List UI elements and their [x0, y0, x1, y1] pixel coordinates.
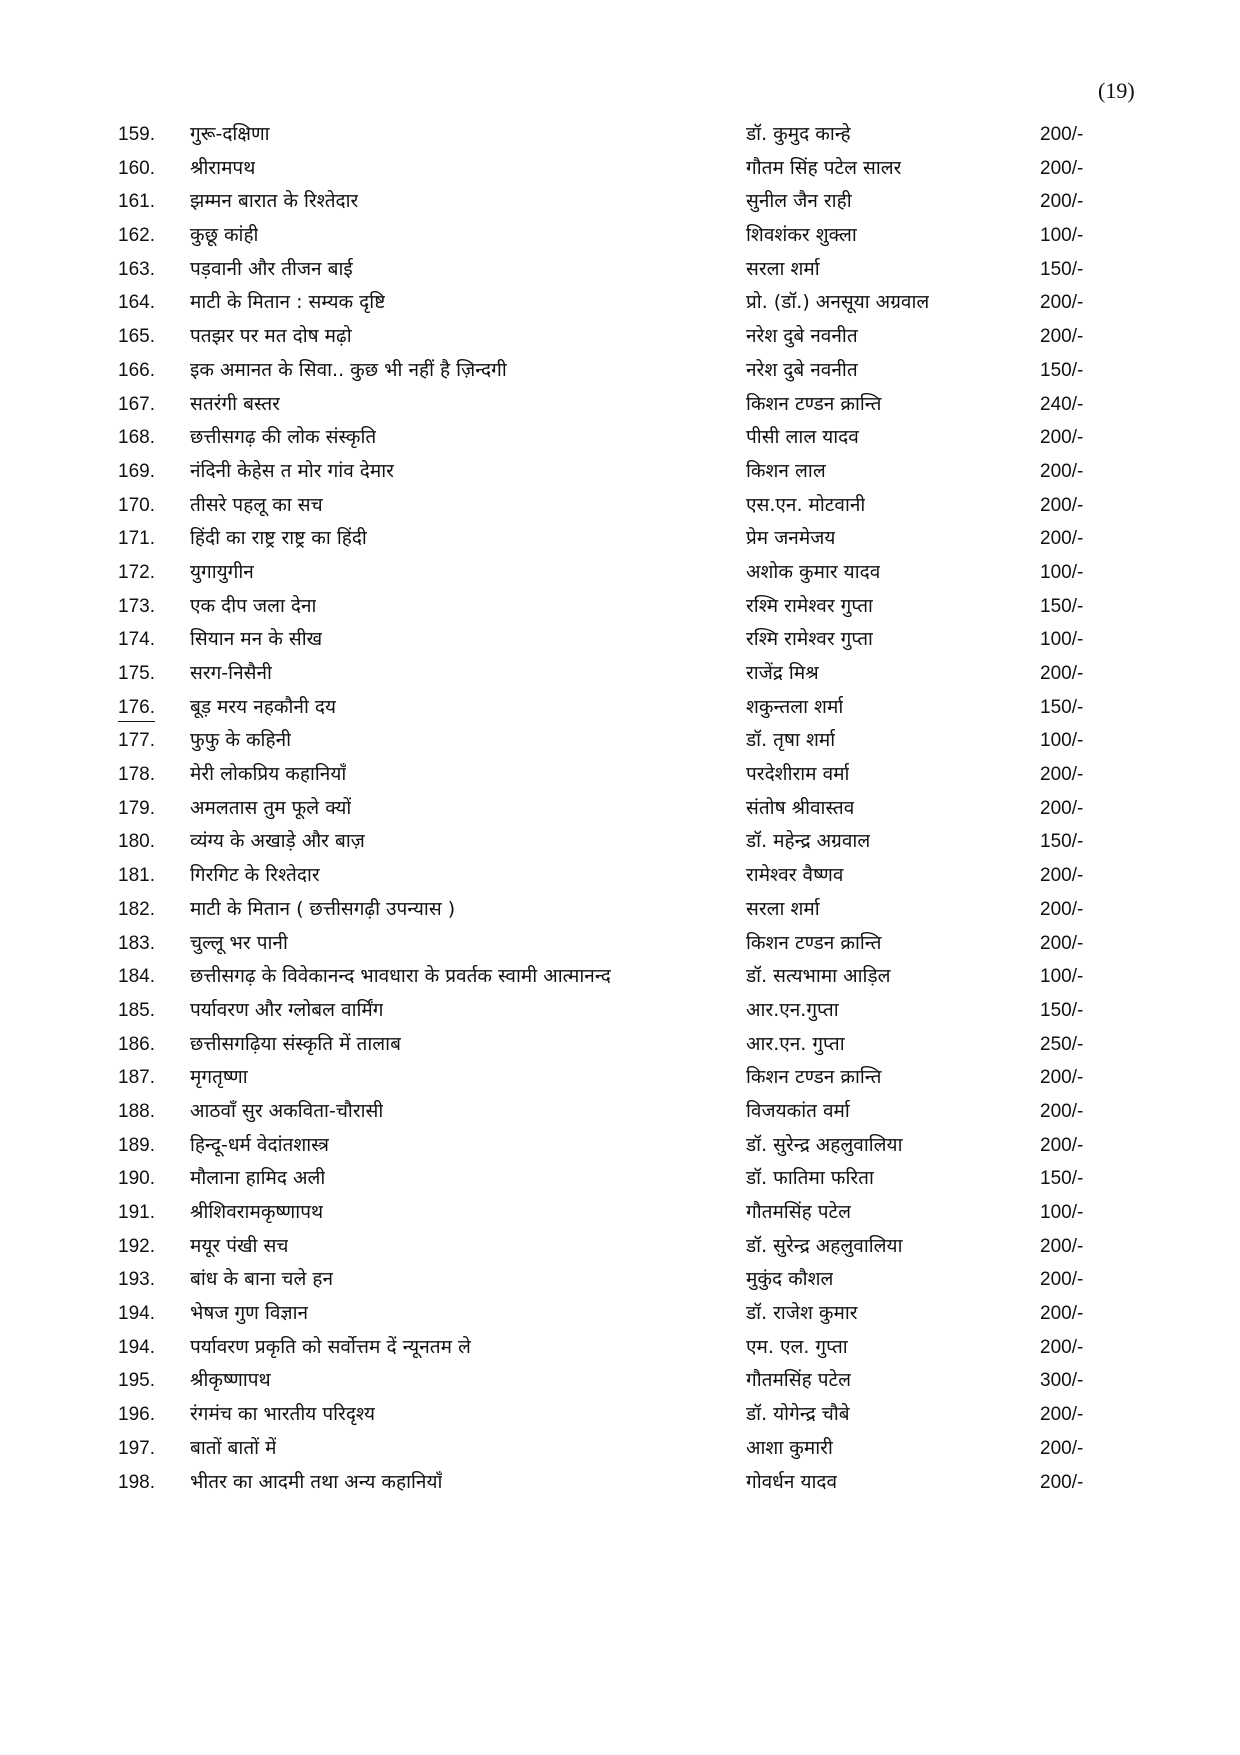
list-item: [0, 1432, 1240, 1466]
book-author: शिवशंकर शुक्ला: [746, 224, 857, 247]
entry-number: 161.: [118, 191, 155, 213]
entry-number: 185.: [118, 999, 155, 1021]
book-title: सतरंगी बस्तर: [190, 392, 280, 415]
entry-number: 190.: [118, 1168, 155, 1190]
book-title: अमलतास तुम फूले क्यों: [190, 796, 352, 819]
book-list: [0, 118, 1240, 1499]
book-price: 200/-: [1040, 326, 1084, 348]
book-author: डॉ. सत्यभामा आड़िल: [746, 965, 891, 988]
entry-number: 186.: [118, 1033, 155, 1055]
book-title: पतझर पर मत दोष मढ़ो: [190, 325, 352, 348]
book-title: माटी के मितान ( छत्तीसगढ़ी उपन्यास ): [190, 897, 456, 920]
list-item: [0, 1398, 1240, 1432]
book-title: श्रीशिवरामकृष्णापथ: [190, 1201, 324, 1223]
list-item: [0, 152, 1240, 186]
book-price: 200/-: [1040, 865, 1084, 887]
book-title: झम्मन बारात के रिश्तेदार: [190, 190, 359, 213]
entry-number: 177.: [118, 730, 155, 752]
list-item: [0, 859, 1240, 893]
book-title: मयूर पंखी सच: [190, 1234, 289, 1257]
list-item: [0, 792, 1240, 826]
book-price: 200/-: [1040, 764, 1084, 786]
entry-number: 160.: [118, 157, 155, 179]
book-price: 150/-: [1040, 999, 1084, 1021]
entry-number: 194.: [118, 1303, 155, 1325]
entry-number: 164.: [118, 292, 155, 314]
list-item: [0, 994, 1240, 1028]
book-price: 300/-: [1040, 1370, 1084, 1392]
entry-number: 194.: [118, 1336, 155, 1358]
book-title: आठवाँ सुर अकविता-चौरासी: [190, 1099, 384, 1122]
book-title: चुल्लू भर पानी: [190, 931, 288, 954]
book-title: बातों बातों में: [190, 1436, 277, 1459]
list-item: [0, 1095, 1240, 1129]
book-title: युगायुगीन: [190, 560, 254, 583]
book-price: 200/-: [1040, 494, 1084, 516]
entry-number: 163.: [118, 258, 155, 280]
book-price: 200/-: [1040, 1336, 1084, 1358]
entry-number: 195.: [118, 1370, 155, 1392]
list-item: [0, 724, 1240, 758]
entry-number: 198.: [118, 1471, 155, 1493]
book-title: मृगतृष्णा: [190, 1066, 248, 1089]
book-price: 100/-: [1040, 730, 1084, 752]
book-title: रंगमंच का भारतीय परिदृश्य: [190, 1403, 376, 1426]
book-title: बूड़ मरय नहकौनी दय: [190, 695, 337, 718]
book-price: 100/-: [1040, 1202, 1084, 1223]
book-author: संतोष श्रीवास्तव: [746, 796, 855, 819]
book-title: छत्तीसगढ़िया संस्कृति में तालाब: [190, 1032, 401, 1055]
book-title: फुफु के कहिनी: [190, 729, 292, 752]
book-title: माटी के मितान : सम्यक दृष्टि: [190, 291, 386, 314]
entry-number: 183.: [118, 932, 155, 954]
book-price: 200/-: [1040, 124, 1084, 145]
book-title: गिरगिट के रिश्तेदार: [190, 864, 320, 887]
book-title: हिंदी का राष्ट्र राष्ट्र का हिंदी: [190, 527, 367, 550]
book-price: 200/-: [1040, 1404, 1084, 1426]
book-author: सुनील जैन राही: [746, 190, 852, 213]
book-price: 100/-: [1040, 629, 1084, 651]
book-author: गौतमसिंह पटेल: [746, 1369, 851, 1392]
book-author: अशोक कुमार यादव: [746, 560, 881, 583]
book-author: प्रो. (डॉ.) अनसूया अग्रवाल: [746, 291, 930, 314]
entry-number: 196.: [118, 1404, 155, 1426]
book-title: मौलाना हामिद अली: [190, 1167, 326, 1190]
book-price: 150/-: [1040, 595, 1084, 617]
book-author: राजेंद्र मिश्र: [746, 662, 819, 684]
list-item: [0, 118, 1240, 152]
book-title: गुरू-दक्षिणा: [190, 123, 270, 145]
book-title: व्यंग्य के अखाड़े और बाज़: [190, 830, 365, 853]
book-author: एम. एल. गुप्ता: [746, 1335, 848, 1358]
entry-number: 193.: [118, 1269, 155, 1291]
list-item: [0, 590, 1240, 624]
entry-number: 159.: [118, 124, 155, 145]
book-author: रामेश्वर वैष्णव: [746, 864, 844, 887]
list-item: [0, 1028, 1240, 1062]
list-item: [0, 1331, 1240, 1365]
entry-number: 176.: [118, 696, 155, 718]
entry-number: 184.: [118, 966, 155, 988]
book-author: परदेशीराम वर्मा: [746, 763, 850, 786]
list-item: [0, 219, 1240, 253]
book-title: बांध के बाना चले हन: [190, 1268, 334, 1291]
book-price: 150/-: [1040, 1168, 1084, 1190]
book-author: मुकुंद कौशल: [746, 1268, 834, 1291]
book-author: डॉ. सुरेन्द्र अहलुवालिया: [746, 1133, 903, 1156]
list-item: [0, 1162, 1240, 1196]
entry-number: 188.: [118, 1100, 155, 1122]
entry-number: 175.: [118, 663, 155, 684]
book-author: गौतमसिंह पटेल: [746, 1201, 851, 1223]
book-title: श्रीकृष्णापथ: [190, 1369, 271, 1392]
book-author: रश्मि रामेश्वर गुप्ता: [746, 628, 873, 651]
book-author: पीसी लाल यादव: [746, 426, 859, 449]
book-price: 100/-: [1040, 225, 1084, 247]
entry-number: 174.: [118, 629, 155, 651]
list-item: [0, 927, 1240, 961]
book-author: गोवर्धन यादव: [746, 1470, 838, 1493]
book-price: 250/-: [1040, 1033, 1084, 1055]
list-item: [0, 825, 1240, 859]
book-price: 200/-: [1040, 292, 1084, 314]
book-author: डॉ. राजेश कुमार: [746, 1302, 858, 1325]
entry-number: 182.: [118, 898, 155, 920]
book-author: डॉ. सुरेन्द्र अहलुवालिया: [746, 1234, 903, 1257]
book-price: 150/-: [1040, 831, 1084, 853]
book-author: सरला शर्मा: [746, 257, 820, 280]
book-title: छत्तीसगढ़ के विवेकानन्द भावधारा के प्रवर्तक स्वामी आत्मानन्द: [190, 965, 611, 988]
list-item: [0, 489, 1240, 523]
entry-number: 166.: [118, 359, 155, 381]
book-title: श्रीरामपथ: [190, 156, 256, 179]
entry-number: 178.: [118, 764, 155, 786]
book-author: एस.एन. मोटवानी: [746, 493, 866, 516]
book-author: डॉ. तृषा शर्मा: [746, 729, 836, 752]
list-item: [0, 758, 1240, 792]
book-price: 200/-: [1040, 932, 1084, 954]
book-author: विजयकांत वर्मा: [746, 1099, 850, 1122]
book-price: 200/-: [1040, 460, 1084, 482]
entry-number: 168.: [118, 427, 155, 449]
book-title: हिन्दू-धर्म वेदांतशास्त्र: [190, 1133, 330, 1156]
list-item: [0, 388, 1240, 422]
book-title: पर्यावरण प्रकृति को सर्वोत्तम दें न्यूनतम ले: [190, 1335, 471, 1358]
book-author: आर.एन. गुप्ता: [746, 1032, 845, 1055]
list-item: [0, 1297, 1240, 1331]
entry-number: 172.: [118, 561, 155, 583]
book-price: 150/-: [1040, 359, 1084, 381]
list-item: [0, 1129, 1240, 1163]
book-price: 200/-: [1040, 1269, 1084, 1291]
entry-number: 187.: [118, 1067, 155, 1089]
list-item: [0, 1466, 1240, 1500]
list-item: [0, 556, 1240, 590]
book-author: डॉ. फातिमा फरिता: [746, 1167, 874, 1190]
book-author: डॉ. महेन्द्र अग्रवाल: [746, 830, 871, 853]
entry-number: 171.: [118, 528, 155, 550]
book-title: सियान मन के सीख: [190, 628, 323, 651]
list-item: [0, 1230, 1240, 1264]
book-title: भीतर का आदमी तथा अन्य कहानियाँ: [190, 1470, 443, 1493]
entry-number: 162.: [118, 225, 155, 247]
list-item: [0, 960, 1240, 994]
entry-number: 197.: [118, 1437, 155, 1459]
book-title: कुछू कांही: [190, 224, 259, 247]
book-author: किशन टण्डन क्रान्ति: [746, 1066, 882, 1089]
book-author: आशा कुमारी: [746, 1436, 833, 1459]
book-title: पड़वानी और तीजन बाई: [190, 257, 353, 280]
list-item: [0, 354, 1240, 388]
page-number: (19): [1098, 78, 1135, 103]
book-title: तीसरे पहलू का सच: [190, 493, 323, 516]
book-price: 240/-: [1040, 393, 1084, 415]
book-price: 200/-: [1040, 1235, 1084, 1257]
entry-number: 181.: [118, 865, 155, 887]
book-title: इक अमानत के सिवा.. कुछ भी नहीं है ज़िन्दगी: [190, 358, 507, 381]
book-price: 200/-: [1040, 1100, 1084, 1122]
book-price: 200/-: [1040, 1437, 1084, 1459]
entry-number: 167.: [118, 393, 155, 415]
book-price: 150/-: [1040, 696, 1084, 718]
book-price: 200/-: [1040, 528, 1084, 550]
book-author: डॉ. योगेन्द्र चौबे: [746, 1403, 850, 1426]
book-author: किशन लाल: [746, 459, 826, 482]
entry-number: 173.: [118, 595, 155, 617]
book-author: किशन टण्डन क्रान्ति: [746, 392, 882, 415]
list-item: [0, 1061, 1240, 1095]
book-author: गौतम सिंह पटेल सालर: [746, 156, 902, 179]
book-title: छत्तीसगढ़ की लोक संस्कृति: [190, 426, 377, 449]
list-item: [0, 893, 1240, 927]
list-item: [0, 1263, 1240, 1297]
book-author: प्रेम जनमेजय: [746, 527, 836, 550]
book-author: रश्मि रामेश्वर गुप्ता: [746, 594, 873, 617]
entry-number: 170.: [118, 494, 155, 516]
entry-number: 192.: [118, 1235, 155, 1257]
book-title: एक दीप जला देना: [190, 594, 317, 617]
book-author: डॉ. कुमुद कान्हे: [746, 123, 851, 145]
list-item: [0, 421, 1240, 455]
list-item: [0, 623, 1240, 657]
list-item: [0, 320, 1240, 354]
list-item: [0, 185, 1240, 219]
entry-number: 189.: [118, 1134, 155, 1156]
book-price: 200/-: [1040, 1134, 1084, 1156]
entry-number: 169.: [118, 460, 155, 482]
book-title: पर्यावरण और ग्लोबल वार्मिंग: [190, 998, 384, 1021]
book-price: 200/-: [1040, 1067, 1084, 1089]
entry-number: 165.: [118, 326, 155, 348]
book-price: 200/-: [1040, 663, 1084, 684]
list-item: [0, 1364, 1240, 1398]
book-price: 200/-: [1040, 157, 1084, 179]
book-title: मेरी लोकप्रिय कहानियाँ: [190, 763, 347, 786]
entry-number: 191.: [118, 1202, 155, 1223]
book-author: नरेश दुबे नवनीत: [746, 358, 858, 381]
book-author: शकुन्तला शर्मा: [746, 695, 844, 718]
book-title: नंदिनी केहेस त मोर गांव देमार: [190, 459, 394, 482]
list-item: [0, 253, 1240, 287]
book-author: नरेश दुबे नवनीत: [746, 325, 858, 348]
entry-number: 180.: [118, 831, 155, 853]
book-author: आर.एन.गुप्ता: [746, 998, 839, 1021]
list-item: [0, 657, 1240, 691]
list-item: [0, 691, 1240, 725]
list-item: [0, 455, 1240, 489]
book-price: 200/-: [1040, 1471, 1084, 1493]
book-author: किशन टण्डन क्रान्ति: [746, 931, 882, 954]
book-author: सरला शर्मा: [746, 897, 820, 920]
list-item: [0, 286, 1240, 320]
book-price: 200/-: [1040, 898, 1084, 920]
book-price: 200/-: [1040, 1303, 1084, 1325]
book-price: 200/-: [1040, 797, 1084, 819]
book-price: 100/-: [1040, 966, 1084, 988]
book-price: 200/-: [1040, 427, 1084, 449]
book-title: सरग-निसैनी: [190, 662, 272, 684]
list-item: [0, 522, 1240, 556]
entry-number: 179.: [118, 797, 155, 819]
book-price: 150/-: [1040, 258, 1084, 280]
book-price: 100/-: [1040, 561, 1084, 583]
list-item: [0, 1196, 1240, 1230]
book-price: 200/-: [1040, 191, 1084, 213]
book-title: भेषज गुण विज्ञान: [190, 1302, 309, 1325]
